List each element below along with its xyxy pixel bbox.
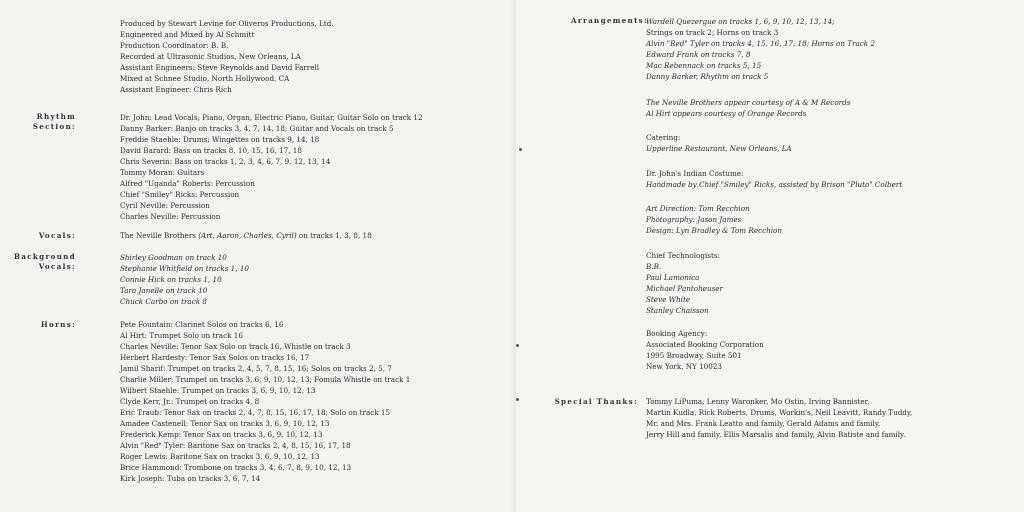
rhythm-line: David Barard: Bass on tracks 8, 10, 15, 16, 17, 18 (120, 146, 302, 155)
vocals-members: (Art, Aaron, Charles, Cyril) (195, 231, 297, 240)
art-line: Art Direction: Tom Recchion (646, 204, 750, 213)
credit-line: Engineered and Mixed by Al Schmitt (120, 30, 255, 39)
technologist-name: Paul Lamonica (646, 273, 700, 282)
horn-line: Jamil Sharif: Trumpet on tracks 2, 4, 5, 7, 8, 15, 16; Solos on tracks 2, 5, 7 (120, 364, 392, 373)
technologists-heading: Chief Technologists: (646, 251, 720, 260)
horn-line: Alvin "Red" Tyler: Baritone Sax on tracks 2, 4, 8, 15, 16, 17, 18 (120, 441, 351, 450)
vocals-group-name: The Neville Brothers (120, 231, 196, 240)
horn-line: Kirk Joseph: Tuba on tracks 3, 6, 7, 14 (120, 474, 261, 483)
rhythm-line: Danny Barker: Banjo on tracks 3, 4, 7, 14, 18; Guitar and Vocals on track 5 (120, 124, 394, 133)
horn-line: Herbert Hardesty: Tenor Sax Solos on tracks 16, 17 (120, 353, 310, 362)
arrangement-line: Alvin "Red" Tyler on tracks 4, 15, 16, 17, 18; Horns on Track 2 (646, 39, 876, 48)
section-label-vocals: Vocals: (38, 231, 76, 240)
technologist-name: B.B. (646, 262, 662, 271)
credit-line: Production Coordinator: B. B. (120, 41, 229, 50)
section-label-bgvocals-line1: Background (13, 252, 76, 261)
vocals-line (120, 231, 372, 240)
thanks-line: Martin Kudla, Rick Roberts, Drums, Workin's, Neil Leavitt, Randy Tuddy, (646, 408, 913, 417)
binding-dot (516, 398, 519, 401)
section-label-rhythm-line2: Section: (32, 122, 76, 131)
rhythm-line: Cyril Neville: Percussion (120, 201, 210, 210)
art-line: Photography: Jason James (646, 215, 742, 224)
section-label-arrangements: Arrangements: (571, 16, 648, 25)
credit-line: Produced by Stewart Levine for Oliveros Productions, Ltd. (120, 19, 334, 28)
rhythm-line: Freddie Staehle: Drums; Wingettes on tracks 9, 14, 18 (120, 135, 320, 144)
horn-line: Brice Hammond: Trombone on tracks 3, 4, 6, 7, 8, 9, 10, 12, 13 (120, 463, 352, 472)
binding-dot (516, 344, 519, 347)
horn-line: Charlie Miller: Trumpet on tracks 3, 6, 9, 10, 12, 13; Fomula Whistle on track 1 (120, 375, 411, 384)
credit-line: Assistant Engineer: Chris Rich (120, 85, 232, 94)
booking-line: New York, NY 10023 (646, 362, 722, 371)
horn-line: Eric Traub: Tenor Sax on tracks 2, 4, 7, 8, 15, 16, 17, 18; Solo on track 15 (120, 408, 391, 417)
catering-heading: Catering: (646, 133, 681, 142)
horn-line: Pete Fountain: Clarinet Solos on tracks 6, 16 (120, 320, 284, 329)
horn-line: Roger Lewis: Baritone Sax on tracks 3, 6, 9, 10, 12, 13 (120, 452, 320, 461)
bgvocal-line: Chuck Carbo on track 8 (120, 297, 207, 306)
rhythm-line: Tommy Moran: Guitars (120, 168, 205, 177)
vocals-tracks: on tracks 1, 3, 8, 18 (296, 231, 372, 240)
rhythm-line: Charles Neville: Percussion (120, 212, 221, 221)
courtesy-line: Al Hirt appears courtesy of Orange Records (646, 109, 807, 118)
arrangement-line: Mac Rebennack on tracks 5, 15 (646, 61, 762, 70)
bgvocal-line: Connie Hick on tracks 1, 10 (120, 275, 222, 284)
booking-heading: Booking Agency: (646, 329, 708, 338)
right-page (516, 0, 1024, 512)
courtesy-line: The Neville Brothers appear courtesy of A & M Records (646, 98, 851, 107)
credit-line: Recorded at Ultrasonic Studios, New Orleans, LA (120, 52, 301, 61)
rhythm-line: Alfred "Uganda" Roberts: Percussion (120, 179, 255, 188)
section-label-bgvocals-line2: Vocals: (38, 262, 76, 271)
horn-line: Frederick Kemp: Tenor Sax on tracks 3, 6, 9, 10, 12, 13 (120, 430, 323, 439)
binding-dot (519, 148, 522, 151)
horn-line: Wilbert Staehle: Trumpet on tracks 3, 6, 9, 10, 12, 13 (120, 386, 316, 395)
booking-line: Associated Booking Corporation (646, 340, 764, 349)
technologist-name: Michael Pantoheuser (646, 284, 723, 293)
rhythm-line: Chris Severin: Bass on tracks 1, 2, 3, 4, 6, 7, 9, 12, 13, 14 (120, 157, 331, 166)
thanks-line: Tommy LiPuma, Lenny Waronker, Mo Ostin, Irving Bannister, (646, 397, 870, 406)
arrangement-line: Edward Frank on tracks 7, 8 (646, 50, 751, 59)
credit-line: Mixed at Schnee Studio, North Hollywood, CA (120, 74, 290, 83)
costume-value: Handmade by Chief "Smiley" Ricks, assisted by Brison "Pluto" Colbert (646, 180, 903, 189)
arrangement-line: Strings on track 2; Horns on track 3 (646, 28, 779, 37)
horn-line: Charles Neville: Tenor Sax Solo on track 16, Whistle on track 3 (120, 342, 351, 351)
bgvocal-line: Stephanie Whitfield on tracks 1, 10 (120, 264, 249, 273)
catering-value: Upperline Restaurant, New Orleans, LA (646, 144, 792, 153)
rhythm-line: Dr. John: Lead Vocals, Piano, Organ, Electric Piano, Guitar, Guitar Solo on track 12 (120, 113, 423, 122)
technologist-name: Stanley Chaisson (646, 306, 709, 315)
thanks-line: Mr. and Mrs. Frank Leatto and family, Gerald Adams and family, (646, 419, 881, 428)
arrangement-line: Wardell Quezergue on tracks 1, 6, 9, 10, 12, 13, 14; (646, 17, 835, 26)
bgvocal-line: Shirley Goodman on track 10 (120, 253, 227, 262)
thanks-line: Jerry Hill and family, Ellis Marsalis and family, Alvin Batiste and family. (646, 430, 906, 439)
technologist-name: Steve White (646, 295, 691, 304)
section-label-special-thanks: Special Thanks: (554, 397, 638, 406)
bgvocal-line: Tara Janelle on track 10 (120, 286, 208, 295)
costume-heading: Dr. John's Indian Costume: (646, 169, 744, 178)
section-label-horns: Horns: (40, 320, 76, 329)
horn-line: Al Hirt: Trumpet Solo on track 16 (120, 331, 243, 340)
horn-line: Amadee Castenell: Tenor Sax on tracks 3, 6, 9, 10, 12, 13 (120, 419, 330, 428)
section-label-rhythm-line1: Rhythm (36, 112, 76, 121)
credit-line: Assistant Engineers: Steve Reynolds and David Farrell (120, 63, 320, 72)
arrangement-line: Danny Barker, Rhythm on track 5 (646, 72, 769, 81)
horn-line: Clyde Kerr, Jr.: Trumpet on tracks 4, 8 (120, 397, 260, 406)
rhythm-line: Chief "Smiley" Ricks: Percussion (120, 190, 240, 199)
booking-line: 1995 Broadway, Suite 501 (646, 351, 742, 360)
art-line: Design: Lyn Bradley & Tom Recchion (646, 226, 783, 235)
